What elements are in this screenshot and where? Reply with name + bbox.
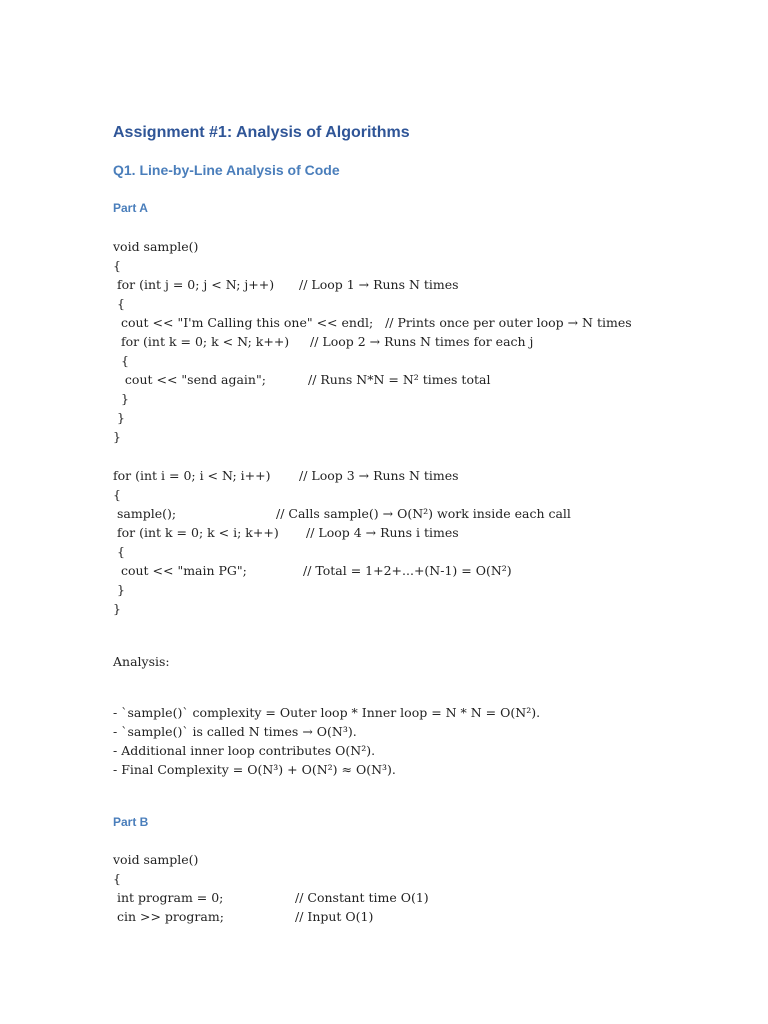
part-b-heading: Part B xyxy=(113,815,149,829)
code-line: } xyxy=(113,391,129,406)
code-line: sample(); // Calls sample() → O(N²) work inside each call xyxy=(113,506,571,521)
code-comment: // Constant time O(1) xyxy=(295,890,429,905)
analysis-item: - Additional inner loop contributes O(N²). xyxy=(113,743,376,758)
code-line: } xyxy=(113,582,125,597)
analysis-item: - Final Complexity = O(N³) + O(N²) ≈ O(N³). xyxy=(113,762,396,777)
code-line: int program = 0; // Constant time O(1) xyxy=(113,890,429,905)
code-comment: // Loop 3 → Runs N times xyxy=(299,468,459,483)
code-line: cout << "send again"; // Runs N*N = N² times total xyxy=(113,372,491,387)
code-comment: // Calls sample() → O(N²) work inside each call xyxy=(276,506,571,521)
code-line: { xyxy=(113,871,121,886)
analysis-item: - `sample()` is called N times → O(N³). xyxy=(113,724,357,739)
code-line: cout << "I'm Calling this one" << endl; // Prints once per outer loop → N times xyxy=(113,315,632,330)
code-line: { xyxy=(113,353,129,368)
analysis-label: Analysis: xyxy=(113,654,170,669)
code-line: for (int k = 0; k < N; k++) // Loop 2 → Runs N times for each j xyxy=(113,334,534,349)
code-line: void sample() xyxy=(113,852,199,867)
code-line: cin >> program; // Input O(1) xyxy=(113,909,374,924)
code-line: for (int j = 0; j < N; j++) // Loop 1 → Runs N times xyxy=(113,277,459,292)
code-line: cout << "main PG"; // Total = 1+2+...+(N-1) = O(N²) xyxy=(113,563,512,578)
code-line: void sample() xyxy=(113,239,199,254)
code-line: { xyxy=(113,258,121,273)
document-title: Assignment #1: Analysis of Algorithms xyxy=(113,124,410,141)
code-comment: // Input O(1) xyxy=(295,909,374,924)
code-line: } xyxy=(113,601,121,616)
code-line: for (int k = 0; k < i; k++) // Loop 4 → Runs i times xyxy=(113,525,459,540)
analysis-item: - `sample()` complexity = Outer loop * Inner loop = N * N = O(N²). xyxy=(113,705,541,720)
part-a-heading: Part A xyxy=(113,201,148,215)
code-line: { xyxy=(113,544,125,559)
code-comment: // Loop 4 → Runs i times xyxy=(306,525,459,540)
code-line: } xyxy=(113,410,125,425)
code-comment: // Loop 2 → Runs N times for each j xyxy=(310,334,534,349)
code-line: for (int i = 0; i < N; i++) // Loop 3 → Runs N times xyxy=(113,468,459,483)
section-heading: Q1. Line-by-Line Analysis of Code xyxy=(113,162,340,178)
code-line: { xyxy=(113,487,121,502)
code-line: } xyxy=(113,429,121,444)
code-line: { xyxy=(113,296,125,311)
code-comment: // Runs N*N = N² times total xyxy=(308,372,491,387)
code-comment: // Total = 1+2+...+(N-1) = O(N²) xyxy=(303,563,512,578)
code-comment: // Loop 1 → Runs N times xyxy=(299,277,459,292)
